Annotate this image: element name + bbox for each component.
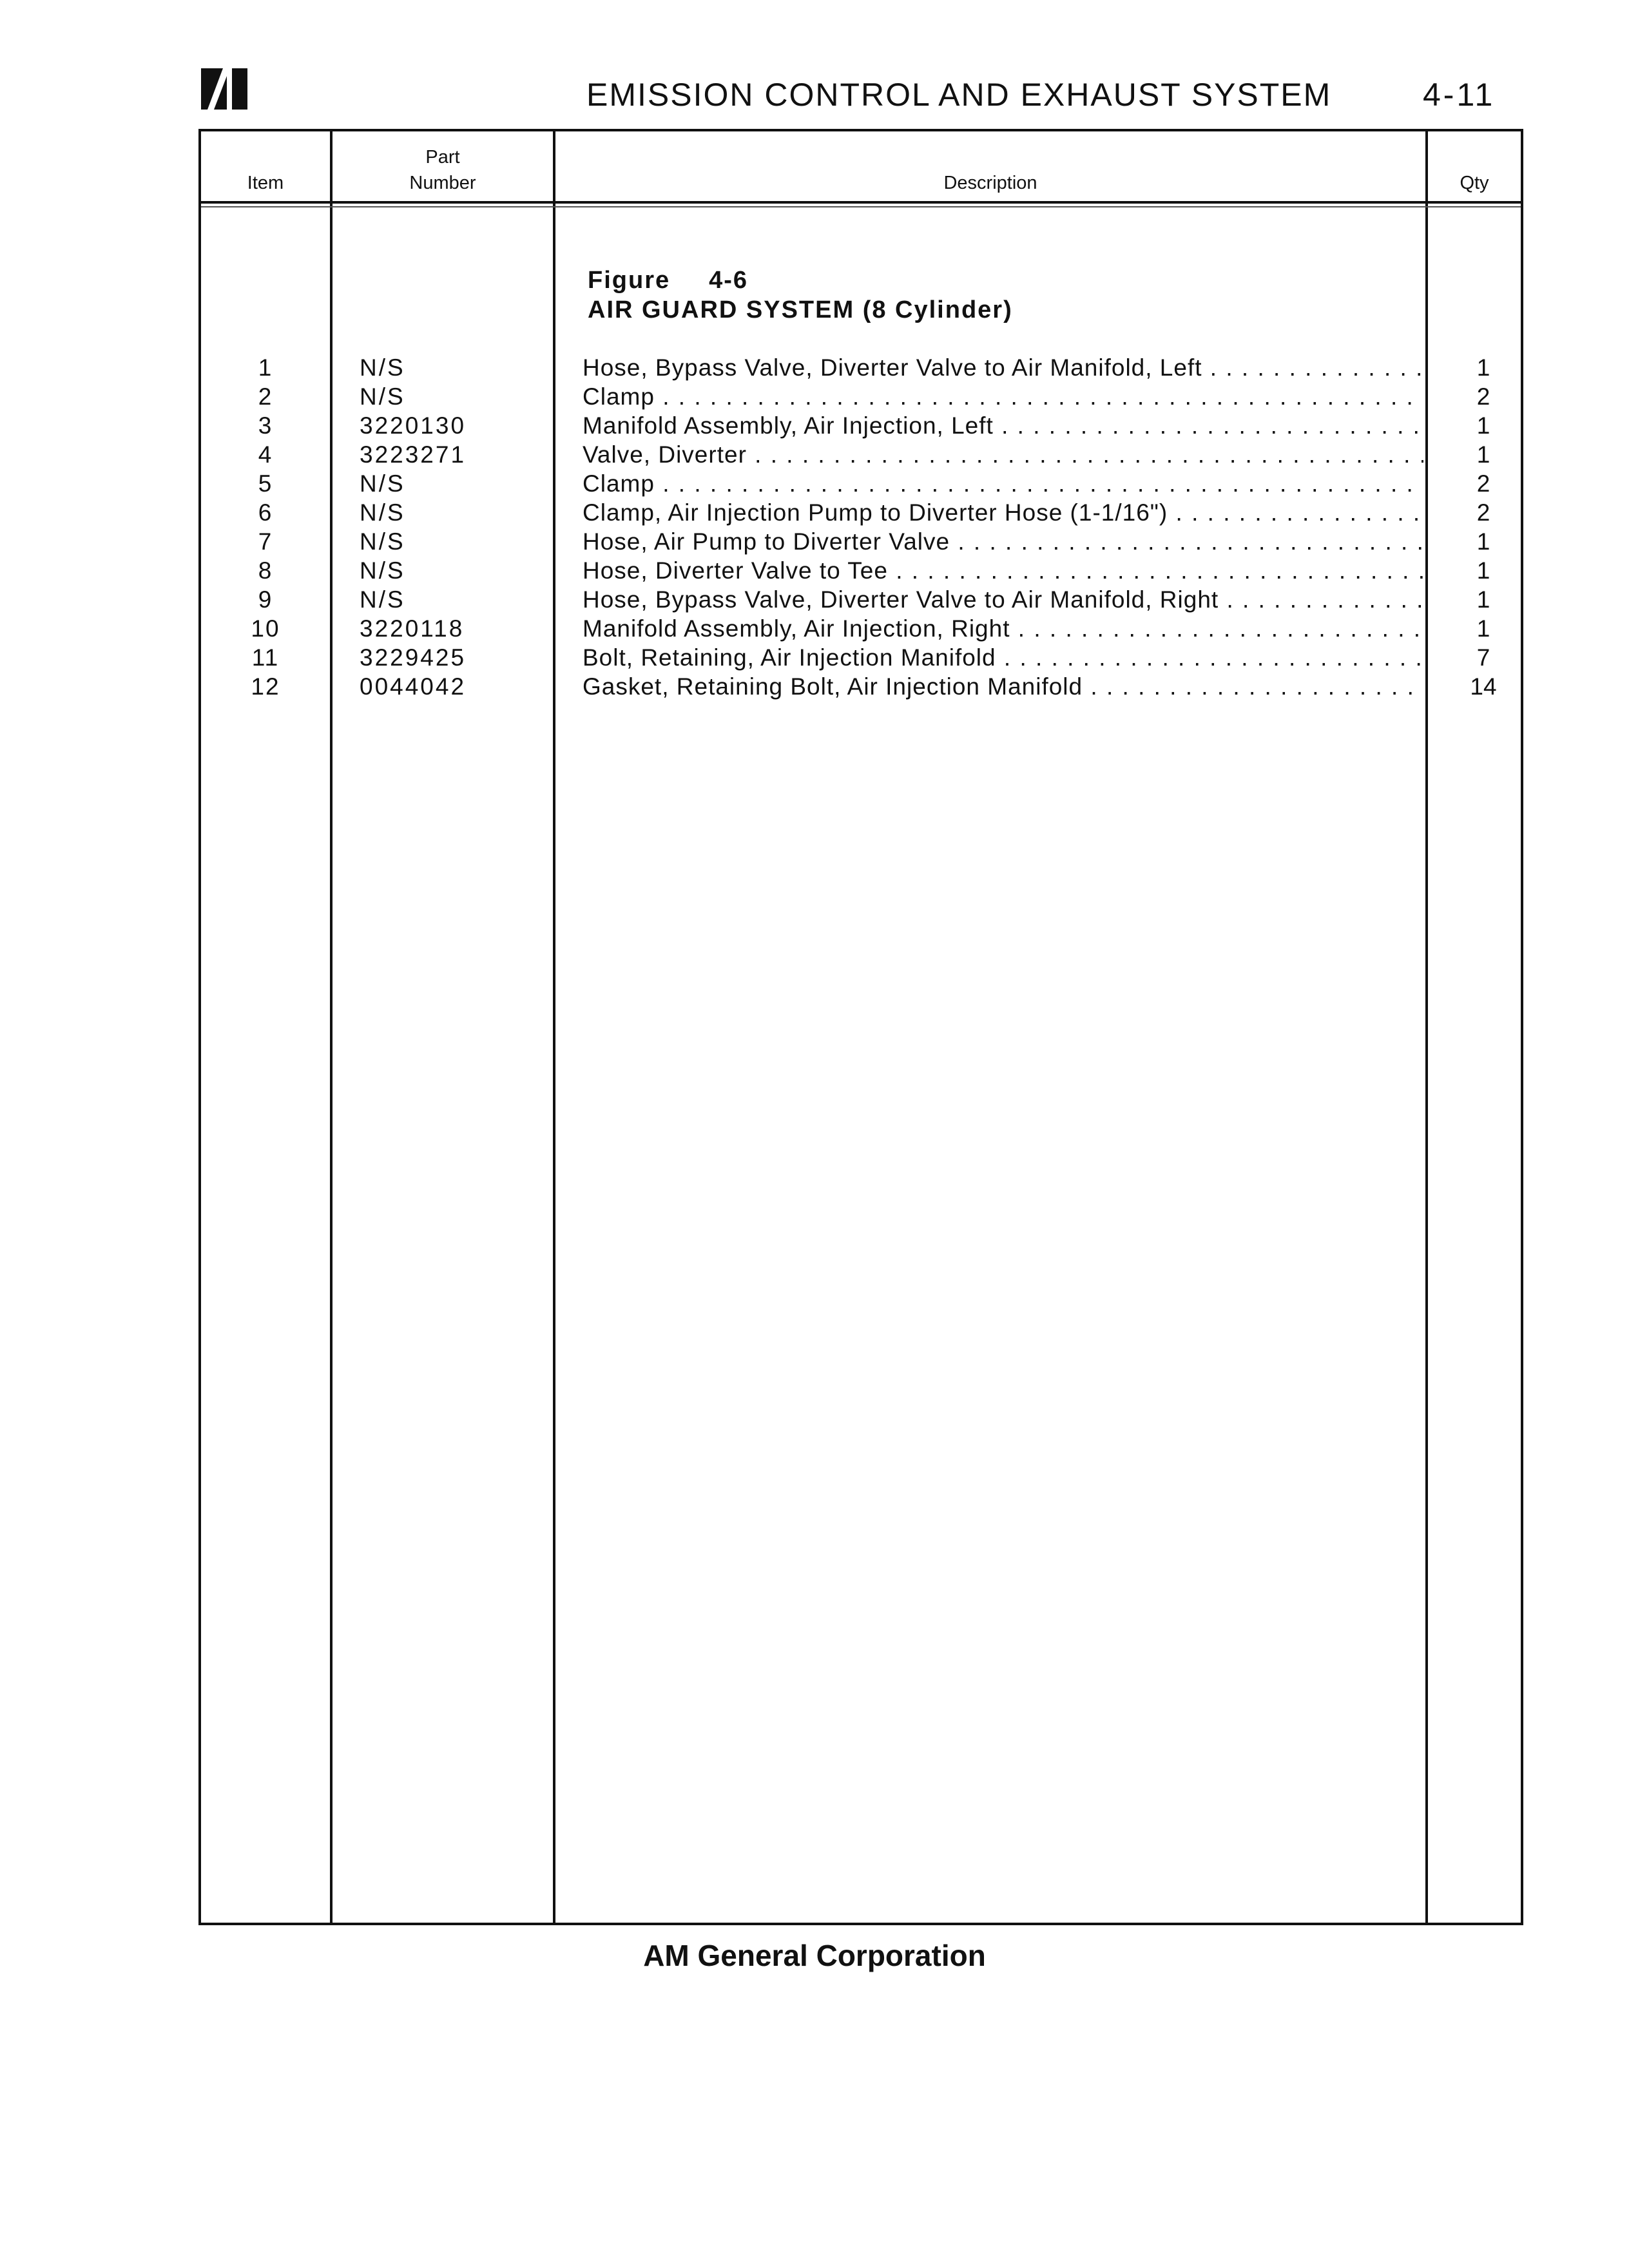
row-description: Clamp . . . — [583, 382, 1423, 411]
row-description: Hose, Bypass Valve, Diverter Valve to Air Manifold, Right . . . — [583, 585, 1423, 614]
page-header-title: EMISSION CONTROL AND EXHAUST SYSTEM — [586, 77, 1332, 113]
row-description: Hose, Diverter Valve to Tee . . . — [583, 556, 1423, 585]
row-item: 12 — [251, 673, 280, 700]
row-description: Clamp . . . — [583, 469, 1423, 498]
row-qty: 14 — [1470, 673, 1497, 700]
row-description: Hose, Bypass Valve, Diverter Valve to Air Manifold, Left . . . — [583, 353, 1423, 382]
row-qty: 2 — [1476, 470, 1490, 497]
row-part-number: N/S — [360, 354, 405, 381]
row-description: Manifold Assembly, Air Injection, Right . . . — [583, 614, 1423, 643]
figure-title: AIR GUARD SYSTEM (8 Cylinder) — [588, 296, 1013, 323]
row-description: Valve, Diverter . . . — [583, 440, 1423, 469]
row-qty: 1 — [1476, 528, 1490, 555]
row-item: 6 — [258, 499, 273, 526]
table-row — [201, 469, 1521, 498]
row-item: 10 — [251, 615, 280, 642]
row-part-number: 0044042 — [360, 673, 467, 700]
row-item: 3 — [258, 412, 273, 439]
row-description: Clamp, Air Injection Pump to Diverter Hose (1-1/16") . . . — [583, 498, 1423, 527]
row-part-number: 3220130 — [360, 412, 467, 439]
page-number: 4-11 — [1423, 77, 1496, 113]
table-row — [201, 382, 1521, 411]
header-divider-secondary — [201, 206, 1521, 207]
row-part-number: 3229425 — [360, 644, 467, 671]
figure-caption — [588, 265, 1013, 325]
table-row — [201, 672, 1521, 701]
table-row — [201, 411, 1521, 440]
row-part-number: N/S — [360, 557, 405, 584]
row-qty: 1 — [1476, 615, 1490, 642]
row-item: 1 — [258, 354, 273, 381]
am-general-logo — [201, 68, 253, 110]
table-row — [201, 614, 1521, 643]
row-qty: 1 — [1476, 412, 1490, 439]
header-divider — [201, 201, 1521, 204]
row-qty: 1 — [1476, 557, 1490, 584]
column-header-qty: Qty — [1460, 173, 1489, 193]
row-qty: 1 — [1476, 586, 1490, 613]
column-header-item: Item — [247, 173, 284, 193]
figure-label: Figure — [588, 267, 671, 294]
row-description: Gasket, Retaining Bolt, Air Injection Manifold . . . — [583, 672, 1423, 701]
figure-number: 4-6 — [709, 267, 749, 294]
row-qty: 2 — [1476, 383, 1490, 410]
table-row — [201, 498, 1521, 527]
footer-company: AM General Corporation — [643, 1939, 986, 1972]
table-row — [201, 440, 1521, 469]
table-row — [201, 585, 1521, 614]
row-qty: 2 — [1476, 499, 1490, 526]
row-part-number: 3220118 — [360, 615, 465, 642]
column-header-description: Description — [943, 173, 1037, 193]
row-part-number: N/S — [360, 499, 405, 526]
row-item: 2 — [258, 383, 273, 410]
row-qty: 1 — [1476, 354, 1490, 381]
row-part-number: N/S — [360, 470, 405, 497]
table-row — [201, 353, 1521, 382]
row-part-number: N/S — [360, 586, 405, 613]
row-qty: 7 — [1476, 644, 1490, 671]
table-row — [201, 556, 1521, 585]
column-header-part-line1: Part — [425, 147, 460, 168]
row-item: 9 — [258, 586, 273, 613]
row-item: 8 — [258, 557, 273, 584]
column-header-part-line2: Number — [409, 173, 476, 193]
row-description: Manifold Assembly, Air Injection, Left . . . — [583, 411, 1423, 440]
table-row — [201, 643, 1521, 672]
row-part-number: N/S — [360, 528, 405, 555]
row-item: 11 — [251, 644, 280, 671]
row-description: Bolt, Retaining, Air Injection Manifold . . . — [583, 643, 1423, 672]
row-part-number: N/S — [360, 383, 405, 410]
row-item: 5 — [258, 470, 273, 497]
row-item: 4 — [258, 441, 273, 468]
table-row — [201, 527, 1521, 556]
row-item: 7 — [258, 528, 273, 555]
row-part-number: 3223271 — [360, 441, 467, 468]
parts-table — [198, 129, 1523, 1925]
row-qty: 1 — [1476, 441, 1490, 468]
row-description: Hose, Air Pump to Diverter Valve . . . — [583, 527, 1423, 556]
